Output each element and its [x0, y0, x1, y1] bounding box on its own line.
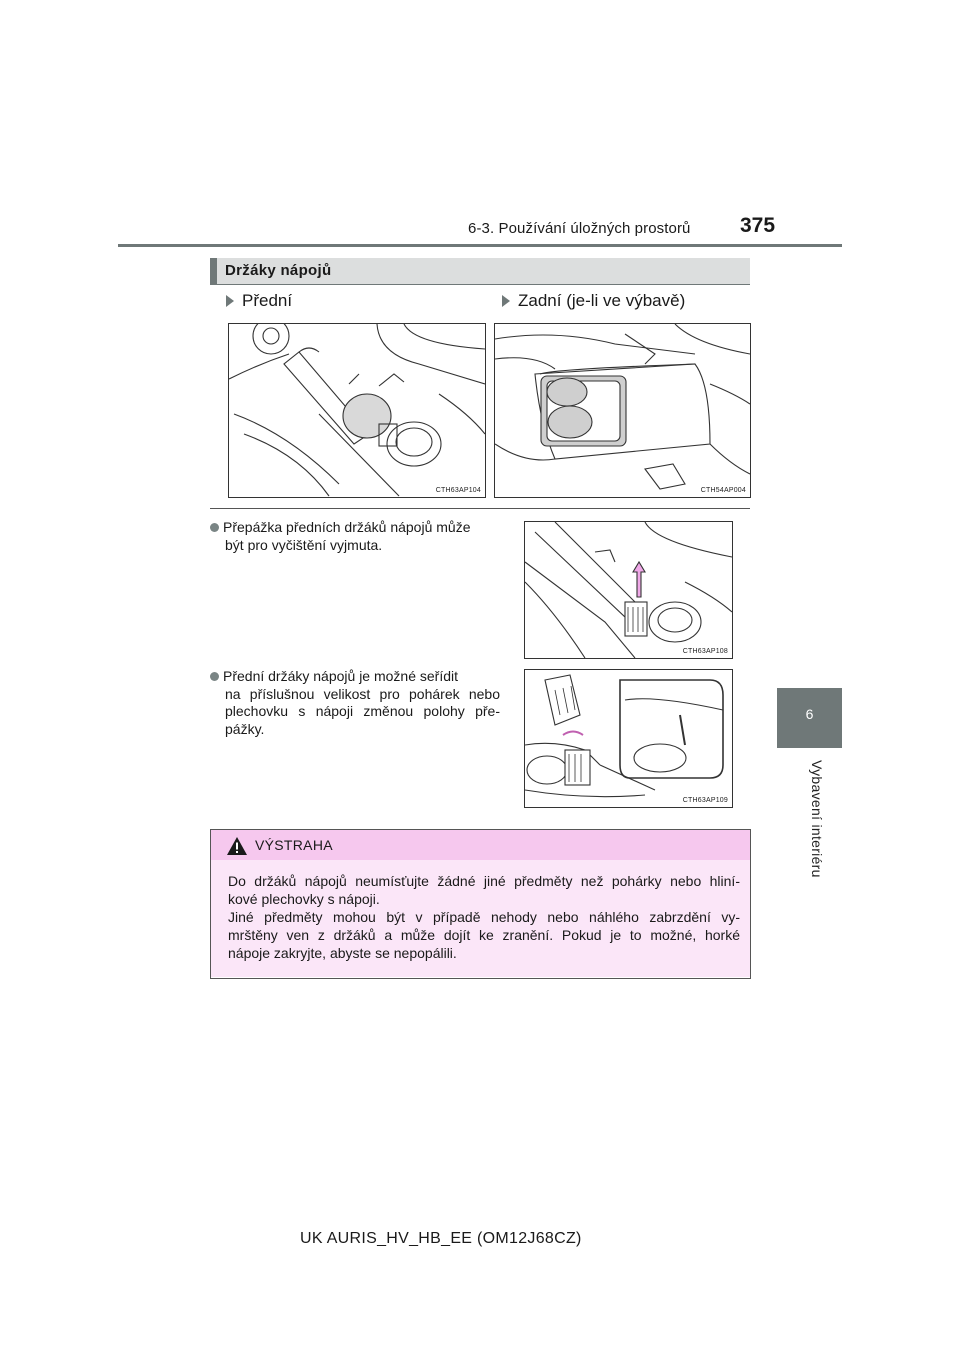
warning-title: VÝSTRAHA [255, 837, 333, 853]
bullet-removable-divider [210, 519, 500, 554]
illustration-divider-adjustment [524, 669, 733, 808]
warning-line: nápoje zakryjte, abyste se nepopálili. [228, 945, 457, 961]
warning-line: kové plechovky s nápoji. [228, 891, 380, 907]
caption-front [226, 291, 292, 311]
warning-line: Do držáků nápojů neumísťujte žádné jiné předměty než pohárky nebo hliní- [228, 873, 740, 889]
bullet-dot-icon [210, 523, 219, 532]
page-number: 375 [740, 214, 776, 237]
running-header-section: 6-3. Používání úložných prostorů [468, 220, 691, 237]
separator-rule [210, 508, 750, 509]
footer-document-code: UK AURIS_HV_HB_EE (OM12J68CZ) [300, 1230, 582, 1247]
warning-triangle-icon [226, 836, 248, 861]
figure-code: CTH54AP004 [700, 487, 746, 494]
warning-line: mrštěny ven z držáků a může dojít ke zranění. Pokud je to možné, horké [228, 927, 740, 943]
warning-text [228, 872, 740, 962]
caption-rear [502, 291, 685, 311]
illustration-rear-cup-holders [494, 323, 751, 498]
figure-code: CTH63AP108 [682, 648, 728, 655]
caption-rear-text: Zadní (je-li ve výbavě) [518, 291, 686, 310]
illustration-front-cup-holders [228, 323, 486, 498]
header-rule [118, 244, 842, 247]
chapter-tab-label: Vybavení interiéru [809, 760, 825, 878]
bullet-text-line: Přední držáky nápojů je možné seřídit [223, 668, 459, 684]
section-heading-rule [210, 284, 750, 285]
section-heading-accent [210, 258, 217, 284]
section-title: Držáky nápojů [225, 262, 332, 279]
caption-front-text: Přední [242, 291, 293, 310]
figure-code: CTH63AP104 [435, 487, 481, 494]
figure-code: CTH63AP109 [682, 797, 728, 804]
illustration-divider-removal [524, 521, 733, 659]
chapter-tab-number: 6 [805, 706, 814, 722]
bullet-text-line: Přepážka předních držáků nápojů může [223, 519, 471, 535]
warning-line: Jiné předměty mohou být v případě nehody nebo náhlého zabrzdění vy- [228, 909, 740, 925]
triangle-bullet-icon [502, 295, 510, 307]
bullet-dot-icon [210, 672, 219, 681]
triangle-bullet-icon [226, 295, 234, 307]
bullet-text-rest: být pro vyčištění vyjmuta. [225, 536, 383, 553]
bullet-adjustable-holders [210, 668, 500, 738]
bullet-text-rest: na příslušnou velikost pro pohárek nebo plechovku s nápoji změnou polohy pře-pážky. [225, 685, 500, 737]
